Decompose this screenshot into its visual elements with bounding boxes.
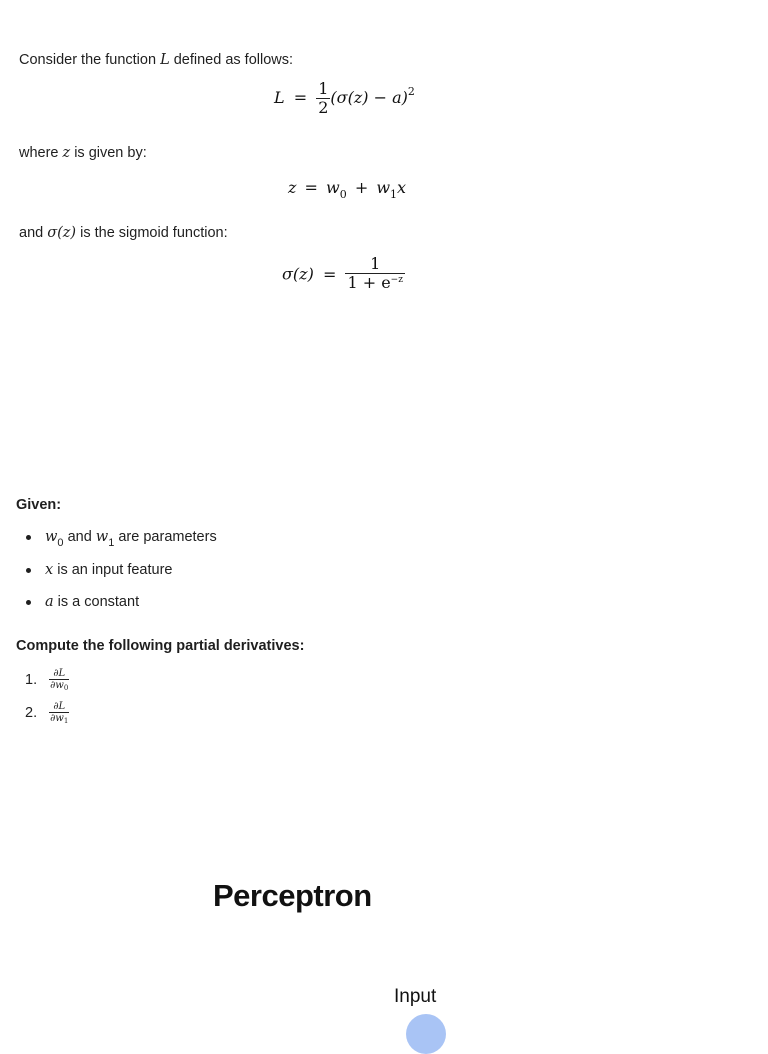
bullet-dot <box>26 600 31 605</box>
given-item-input: x is an input feature <box>45 562 173 578</box>
given-item-constant: a is a constant <box>45 594 140 610</box>
where-text: where z is given by: <box>19 145 147 161</box>
sigmoid-text: and σ(z) is the sigmoid function: <box>19 225 228 241</box>
bullet-dot <box>26 535 31 540</box>
equation-sigmoid: σ(z) = $\frac{1}{1 + e^{-z}}$ <box>282 255 405 295</box>
perceptron-title: Perceptron <box>213 878 372 913</box>
given-heading: Given: <box>16 497 62 513</box>
given-item-params: $w_0$ and $w_1$ are parameters <box>45 529 217 549</box>
derivative-item: 2. $\frac{\partial L}{\partial w_1}$ <box>25 701 69 725</box>
input-label: Input <box>394 986 437 1007</box>
derivative-item: 1. $\frac{\partial L}{\partial w_0}$ <box>25 668 69 692</box>
equation-loss: L = $\frac{1}{2}$ $(\sigma(z) - a)^2$ <box>274 79 415 117</box>
equation-z: $z = w_0 + w_1x$ <box>288 178 407 201</box>
fraction-sigmoid: $\frac{1}{1 + e^{-z}}$ <box>345 255 405 295</box>
input-node <box>406 1014 446 1054</box>
derivative-fraction: $\frac{\partial L}{\partial w_0}$ <box>50 668 69 692</box>
compute-heading: Compute the following partial derivatives: <box>16 638 305 654</box>
fraction-half: $\frac{1}{2}$ <box>318 79 329 117</box>
derivative-fraction: $\frac{\partial L}{\partial w_1}$ <box>50 701 69 725</box>
bullet-dot <box>26 568 31 573</box>
symbol-L: L <box>160 52 170 68</box>
intro-text: Consider the function L defined as follows: <box>19 52 294 68</box>
